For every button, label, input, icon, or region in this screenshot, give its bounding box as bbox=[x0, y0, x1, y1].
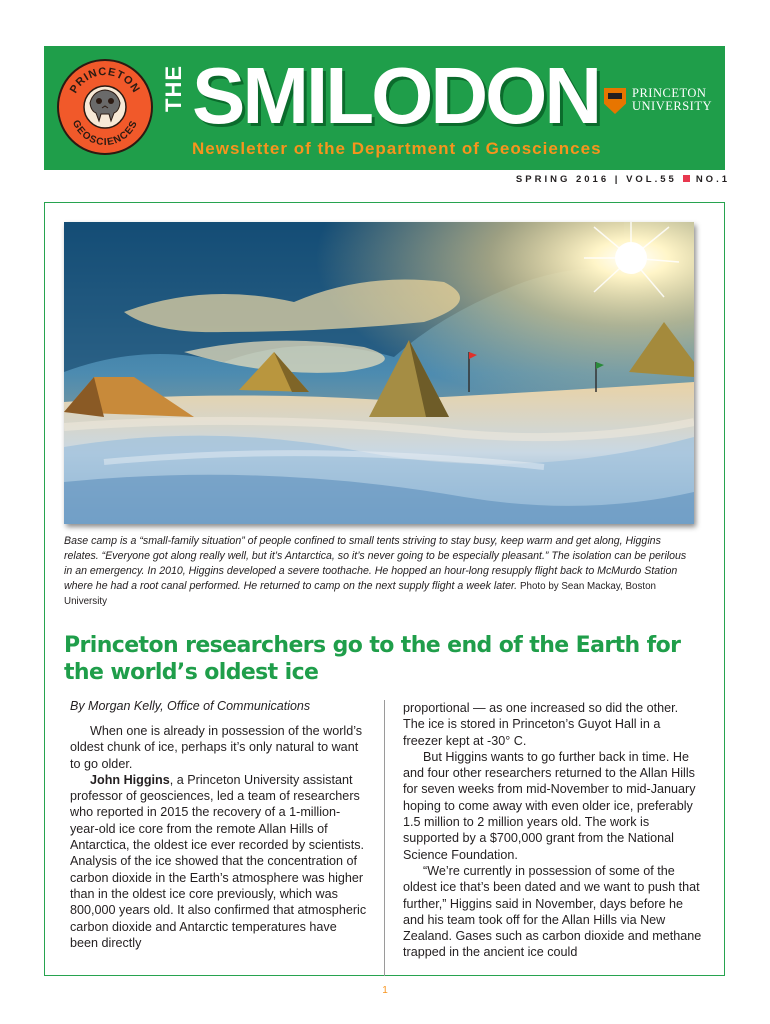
princeton-shield-icon bbox=[604, 88, 626, 114]
article-paragraph: “We’re currently in possession of some of the oldest ice that’s been dated and we want to push that further,” Higgins said in November, days before he and his team took off for the Allan Hills via New Zealand. Gases such as carbon dioxide and methane trapped in the ancient ice could bbox=[403, 863, 702, 960]
issue-line bbox=[516, 174, 730, 185]
university-line-1: PRINCETON bbox=[632, 86, 707, 100]
issue-square-icon bbox=[683, 175, 690, 182]
page-number: 1 bbox=[382, 985, 388, 996]
article-paragraph: When one is already in possession of the world’s oldest chunk of ice, perhaps it’s only natural to want to go older. bbox=[70, 724, 363, 771]
caption-text: Base camp is a “small-family situation” of people confined to small tents striving to stay busy, keep warm and get along, Higgins relates. “Everyone got along really well, but it’s Antarctica, so it’s never going to be especially pleasant.” The isolation can be perilous in an emergency. In 2010, Higgins developed a severe toothache. He hopped an hour-long resupply flight back to McMurdo Station where he had a root canal performed. He returned to camp on the next supply flight a week later. bbox=[64, 535, 687, 592]
issue-separator: | bbox=[614, 174, 621, 185]
paragraph-text: , a Princeton University assistant professor of geosciences, led a team of researchers who reported in 2015 the recovery of a 1-million-year-old ice core from the remote Allan Hills of Antarctica, the oldest ice ever recorded by scientists. Analysis of the ice showed that the concentration of carbon dioxide in the Earth’s atmosphere was higher than in the oldest ice core previously, which was 800,000 years old. It also confirmed that atmospheric carbon dioxide and Antarctic temperatures have been directly bbox=[70, 772, 367, 950]
article-paragraph bbox=[70, 772, 368, 951]
researcher-name: John Higgins bbox=[90, 772, 170, 787]
masthead-the: THE bbox=[161, 65, 186, 112]
photo-credit: Photo by Sean Mackay, Boston University bbox=[64, 581, 656, 607]
princeton-university-logo bbox=[604, 88, 719, 118]
article-column-right bbox=[403, 700, 703, 961]
svg-text:PRINCETON: PRINCETON bbox=[67, 65, 143, 96]
article-headline: Princeton researchers go to the end of the Earth for the world’s oldest ice bbox=[64, 633, 681, 685]
article-byline: By Morgan Kelly, Office of Communications bbox=[70, 699, 311, 713]
photo-caption bbox=[64, 534, 696, 609]
princeton-geosciences-seal bbox=[57, 59, 153, 155]
newsletter-title: SMILODON bbox=[192, 51, 600, 140]
issue-volume: VOL.55 bbox=[626, 174, 677, 185]
column-divider bbox=[384, 700, 385, 976]
newsletter-subtitle: Newsletter of the Department of Geosciences bbox=[192, 139, 602, 158]
university-line-2: UNIVERSITY bbox=[632, 99, 712, 113]
issue-number: NO.1 bbox=[695, 174, 730, 185]
masthead bbox=[44, 46, 725, 170]
article-paragraph: proportional — as one increased so did the other. The ice is stored in Princeton’s Guyot Hall in a freezer kept at -30° C. bbox=[403, 701, 679, 748]
issue-season: SPRING 2016 bbox=[515, 174, 610, 185]
article-paragraph: But Higgins wants to go further back in time. He and four other researchers returned to the Allan Hills for seven weeks from mid-November to mid-January hoping to come away with even older ice, preferably 1.5 million to 2 million years old. The work is supported by a $700,000 grant from the National Science Foundation. bbox=[403, 749, 696, 862]
svg-text:GEOSCIENCES: GEOSCIENCES bbox=[69, 118, 141, 149]
antarctic-camp-photo bbox=[64, 222, 694, 524]
article-column-left bbox=[70, 723, 368, 951]
